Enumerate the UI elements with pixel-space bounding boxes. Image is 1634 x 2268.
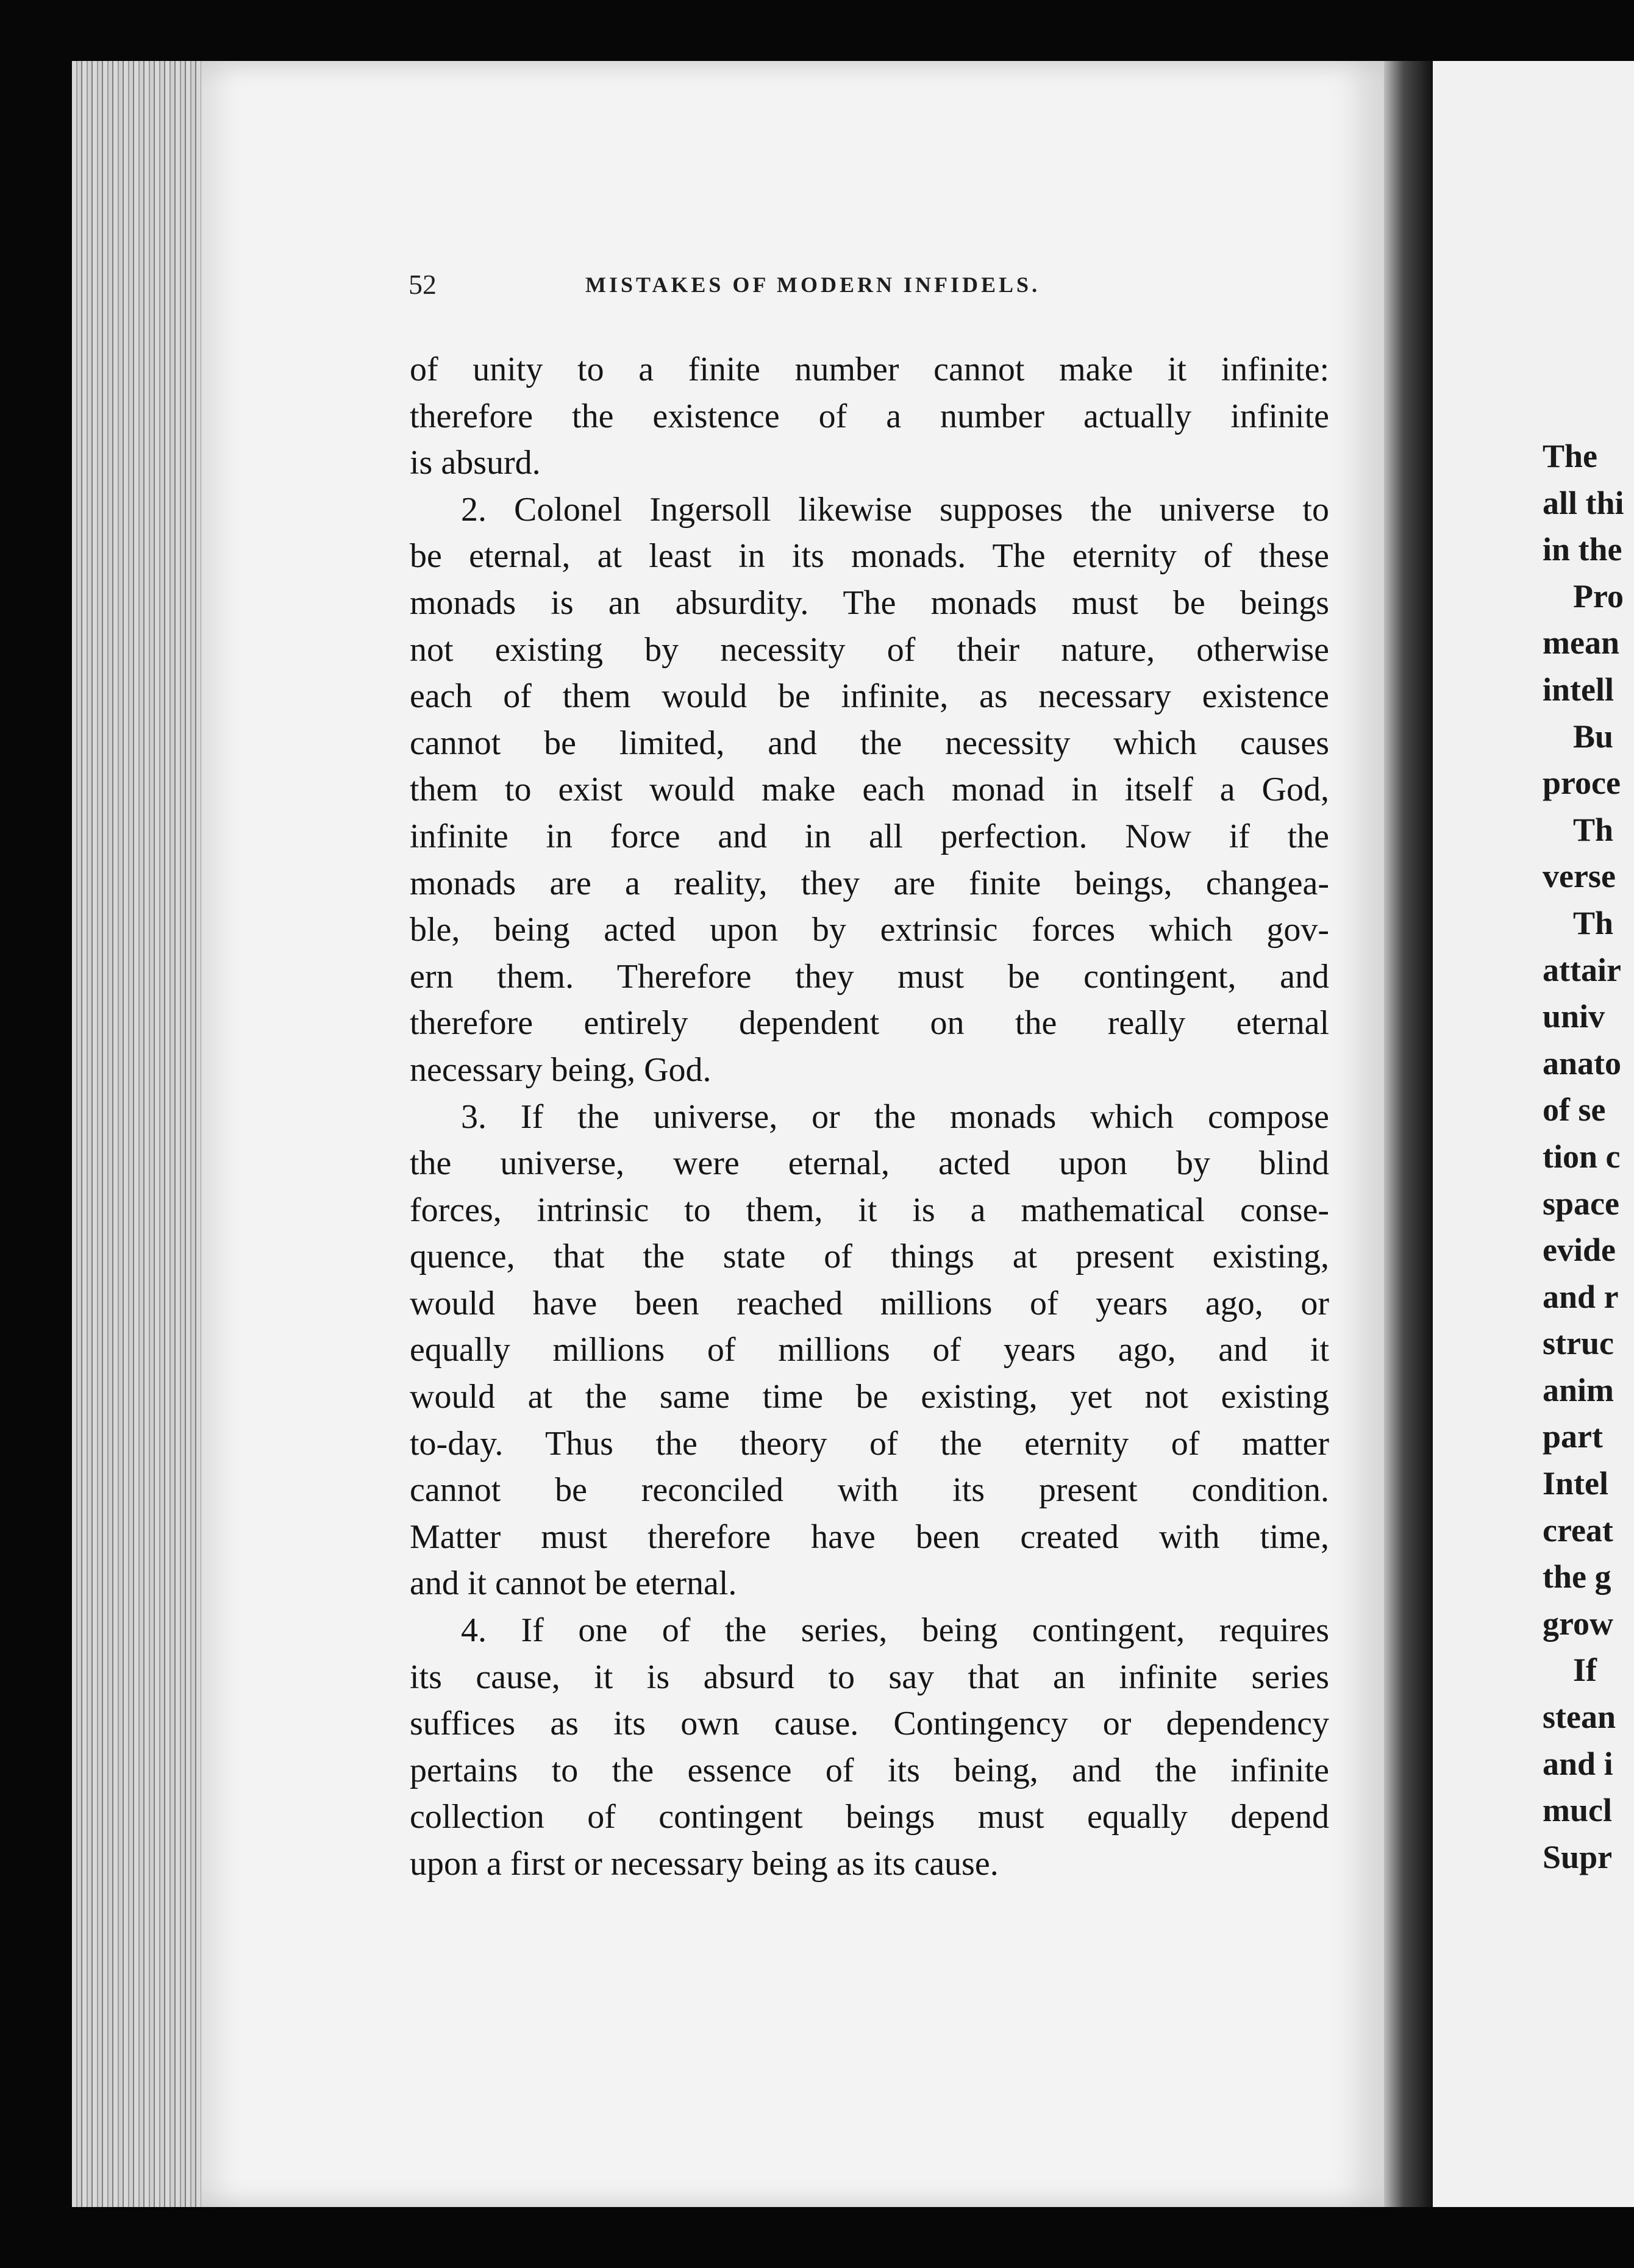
text-line: infinite in force and in all perfection. Now if the [410,817,1329,855]
text-line: the universe, were eternal, acted upon by blind [410,1144,1329,1183]
facing-line: grow [1543,1605,1613,1642]
text-line: therefore the existence of a number actually infinite [410,397,1329,435]
facing-line: of se [1543,1091,1606,1129]
text-line: 4. If one of the series, being contingent, requires [461,1611,1329,1650]
facing-line: proce [1543,765,1621,802]
text-line: ble, being acted upon by extrinsic forces which gov- [410,911,1329,949]
text-line: each of them would be infinite, as necessary existence [410,677,1329,716]
text-line: its cause, it is absurd to say that an infinite series [410,1658,1329,1696]
facing-line: Th [1573,904,1614,941]
text-line: therefore entirely dependent on the really eternal [410,1004,1329,1043]
text-line: pertains to the essence of its being, and the infinite [410,1751,1329,1789]
page-body-text [410,346,1329,1888]
text-line: quence, that the state of things at present existing, [410,1238,1329,1276]
text-line: ern them. Therefore they must be contingent, and [410,957,1329,996]
facing-line: space [1543,1185,1619,1222]
text-line: cannot be reconciled with its present condition. [410,1471,1329,1510]
facing-line: Intel [1543,1465,1608,1502]
text-line: 2. Colonel Ingersoll likewise supposes the universe to [461,490,1329,529]
facing-line: evide [1543,1232,1616,1269]
facing-line: Th [1573,811,1614,848]
text-line: 3. If the universe, or the monads which compose [461,1097,1329,1136]
facing-line: mean [1543,624,1619,661]
facing-line: univ [1543,998,1605,1035]
text-line: upon a first or necessary being as its cause. [410,1845,999,1883]
text-line: suffices as its own cause. Contingency or dependency [410,1705,1329,1743]
facing-line: intell [1543,671,1614,708]
page-number: 52 [408,269,437,300]
text-line: would have been reached millions of years ago, or [410,1284,1329,1322]
facing-line: tion c [1543,1138,1621,1175]
facing-line: If [1573,1652,1597,1689]
facing-line: in the [1543,531,1622,568]
text-line: collection of contingent beings must equally depend [410,1798,1329,1836]
running-header [408,268,1152,305]
text-line: cannot be limited, and the necessity which causes [410,724,1329,762]
text-line: forces, intrinsic to them, it is a mathematical conse- [410,1191,1329,1229]
facing-line: anato [1543,1044,1622,1082]
text-line: and it cannot be eternal. [410,1564,737,1603]
text-line: would at the same time be existing, yet not existing [410,1378,1329,1416]
facing-line: anim [1543,1371,1614,1408]
facing-line: and i [1543,1745,1613,1782]
facing-line: The [1543,438,1598,474]
facing-line: part [1543,1418,1603,1455]
text-line: be eternal, at least in its monads. The eternity of these [410,537,1329,576]
facing-line: mucl [1543,1792,1612,1829]
page-stack-edges [72,61,212,2207]
right-book-page [1433,61,1634,2207]
book-gutter [1384,61,1433,2207]
facing-line: stean [1543,1699,1616,1736]
text-line: Matter must therefore have been created with time, [410,1517,1329,1556]
facing-line: the g [1543,1558,1611,1596]
facing-line: Supr [1543,1838,1613,1875]
facing-line: attair [1543,951,1621,988]
text-line: not existing by necessity of their nature, otherwise [410,630,1329,669]
facing-page-text [1543,433,1624,1880]
facing-line: all thi [1543,484,1624,521]
text-line: of unity to a finite number cannot make it infinite: [410,351,1329,388]
facing-line: verse [1543,858,1616,895]
facing-line: creat [1543,1511,1613,1549]
text-line: monads is an absurdity. The monads must be beings [410,583,1329,622]
text-line: them to exist would make each monad in itself a God, [410,771,1329,809]
facing-line: struc [1543,1325,1614,1362]
facing-line: and r [1543,1278,1619,1315]
text-line: is absurd. [410,444,541,482]
text-line: equally millions of millions of years ago, and it [410,1331,1329,1369]
facing-line: Pro [1573,577,1624,615]
running-title: MISTAKES OF MODERN INFIDELS. [585,273,1041,297]
text-line: necessary being, God. [410,1050,712,1089]
text-line: monads are a reality, they are finite beings, changea- [410,864,1329,902]
text-line: to-day. Thus the theory of the eternity of matter [410,1424,1329,1463]
facing-line: Bu [1573,718,1614,755]
